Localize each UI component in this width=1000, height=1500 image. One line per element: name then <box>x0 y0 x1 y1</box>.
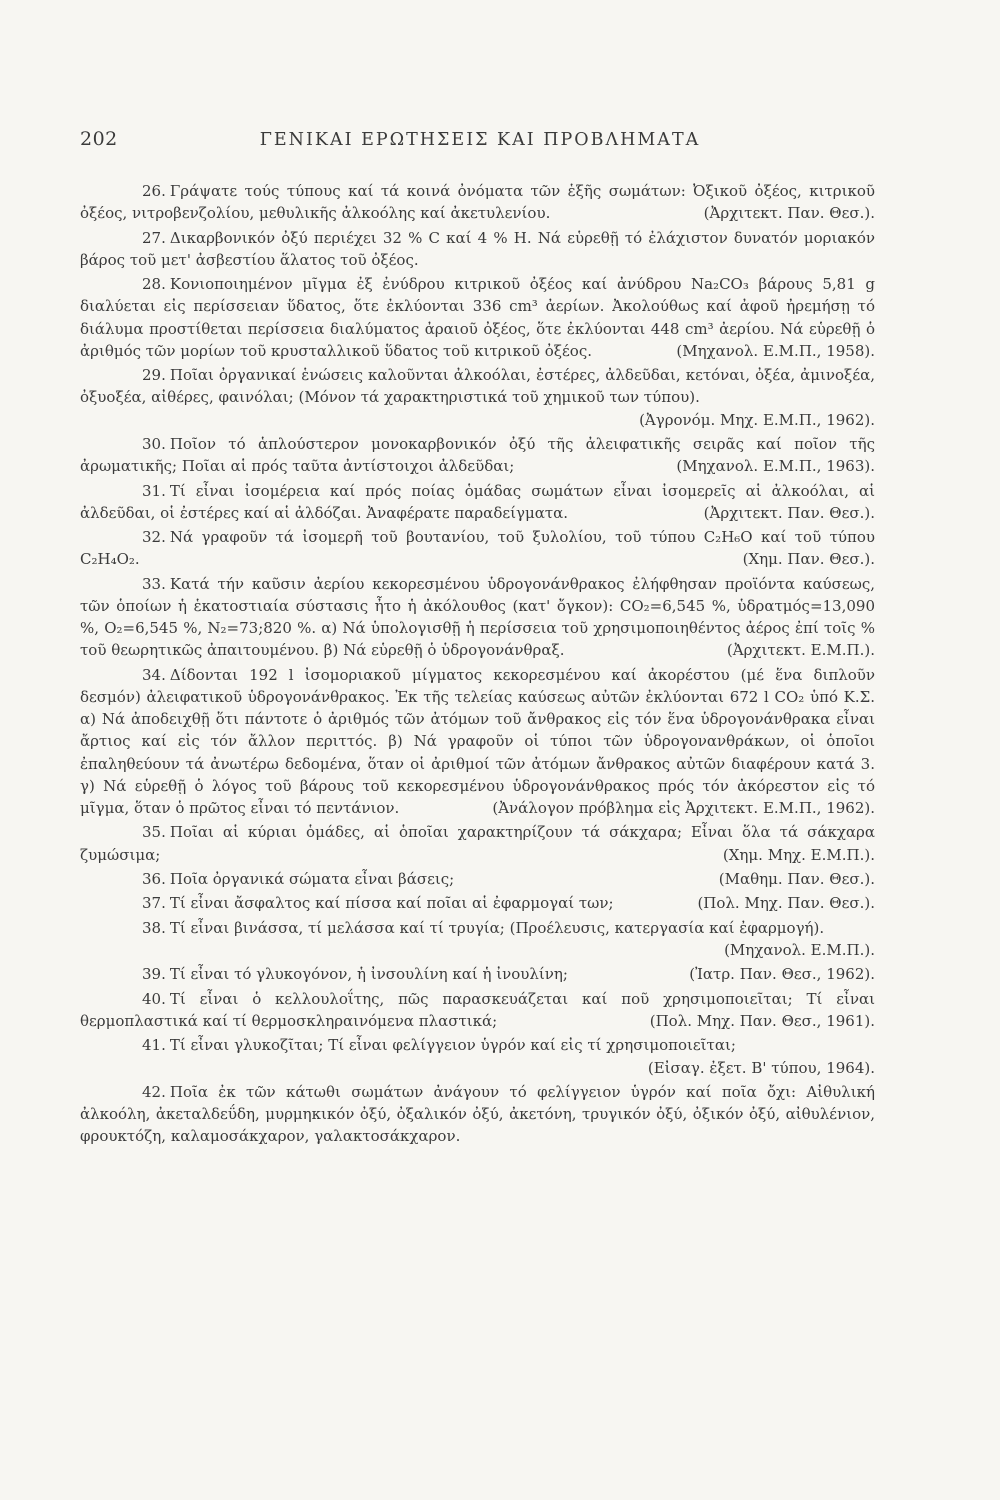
question-number: 40. <box>142 989 166 1008</box>
question-text: Δικαρβονικόν ὀξύ περιέχει 32 % C καί 4 % Η. Νά εὑρεθῇ τό ἐλάχιστον δυνατόν μοριακόν βάρος τοῦ μετ' ἀσβεστίου ἅλατος τοῦ ὀξέος. <box>80 228 875 269</box>
question-item <box>80 1081 875 1148</box>
question-text: Τί εἶναι βινάσσα, τί μελάσσα καί τί τρυγία; (Προέλευσις, κατεργασία καί ἐφαρμογή). <box>169 918 825 937</box>
question-number: 35. <box>142 823 166 842</box>
question-item <box>80 917 875 961</box>
question-number: 27. <box>142 228 166 247</box>
question-text: Ποῖαι αἱ κύριαι ὁμάδες, αἱ ὁποῖαι χαρακτηρίζουν τά σάκχαρα; Εἶναι ὅλα τά σάκχαρα ζυμώσιμα; <box>80 823 875 864</box>
question-text: Νά γραφοῦν τά ἰσομερῆ τοῦ βουτανίου, τοῦ ξυλολίου, τοῦ τύπου C₂H₆O καί τοῦ τύπου C₂H₄O₂. <box>80 528 875 569</box>
question-number: 30. <box>142 434 166 453</box>
question-source: (Μαθημ. Παν. Θεσ.). <box>718 869 875 888</box>
question-item <box>80 988 875 1032</box>
question-number: 32. <box>142 528 166 547</box>
question-item <box>80 433 875 477</box>
page-header <box>80 128 880 158</box>
question-source: (Μηχανολ. Ε.Μ.Π.). <box>724 940 875 959</box>
question-item <box>80 664 875 819</box>
question-text: Κατά τήν καῦσιν ἀερίου κεκορεσμένου ὑδρογονάνθρακος ἐλήφθησαν προϊόντα καύσεως, τῶν ὁποίων ἡ ἑκατοστιαία σύστασις ἦτο ἡ ἀκόλουθος (κατ' ὄγκον): CO₂=6,545 %, ὑδρατμός=13,090 %, O₂=6,545 %, N₂=73;820 %. α) Νά ὑπολογισθῇ ἡ περίσσεια τοῦ χρησιμοποιηθέντος ἀέρος ἐπί τοῖς % τοῦ θεωρητικῶς ἀπαιτουμένου. β) Νά εὑρεθῇ ὁ ὑδρογονάνθραξ. <box>80 574 875 660</box>
question-item <box>80 892 875 914</box>
question-text: Ποῖα ὀργανικά σώματα εἶναι βάσεις; <box>169 869 455 888</box>
question-number: 34. <box>142 665 166 684</box>
question-source: (Χημ. Μηχ. Ε.Μ.Π.). <box>722 845 875 864</box>
question-text: Γράψατε τούς τύπους καί τά κοινά ὀνόματα τῶν ἑξῆς σωμάτων: Ὀξικοῦ ὀξέος, κιτρικοῦ ὀξέος, νιτροβενζολίου, μεθυλικῆς ἀλκοόλης καί ἀκετυλενίου. <box>80 182 875 223</box>
question-number: 39. <box>142 965 166 984</box>
question-source: (Ἀρχιτεκτ. Παν. Θεσ.). <box>703 204 875 223</box>
question-number: 31. <box>142 481 166 500</box>
question-number: 26. <box>142 182 166 200</box>
question-number: 29. <box>142 366 166 385</box>
question-item <box>80 273 875 362</box>
question-source: (Πολ. Μηχ. Παν. Θεσ., 1961). <box>649 1011 875 1030</box>
question-text: Δίδονται 192 l ἰσομοριακοῦ μίγματος κεκορεσμένου καί ἀκορέστου (μέ ἕνα διπλοῦν δεσμόν) ἀλειφατικοῦ ὑδρογονάνθρακος. Ἐκ τῆς τελείας καύσεως αὐτῶν ἐκλύονται 672 l CO₂ ὑπό Κ.Σ. α) Νά ἀποδειχθῇ ὅτι πάντοτε ὁ ἀριθμός τῶν ἀτόμων τοῦ ἄνθρακος εἰς τόν ἕνα ὑδρογονάνθρακα εἶναι ἄρτιος καί εἰς τόν ἄλλον περιττός. β) Νά γραφοῦν οἱ τύποι τῶν ὑδρογονανθράκων, οἱ ὁποῖοι ἐπαληθεύουν τά ἀνωτέρω δεδομένα, ὅταν οἱ ἀριθμοί τῶν ἀτόμων ἄνθρακος αὐτῶν διαφέρουν κατά 3. γ) Νά εὑρεθῇ ὁ λόγος τοῦ βάρους τοῦ κεκορεσμένου ὑδρογονάνθρακος πρός τόν ἀκόρεστον εἰς τό μῖγμα, ὅταν ὁ πρῶτος εἶναι τό πεντάνιον. <box>80 665 875 817</box>
question-source: (Ἀρχιτεκτ. Ε.Μ.Π.). <box>726 641 875 660</box>
question-item <box>80 821 875 865</box>
question-text: Κονιοποιημένον μῖγμα ἐξ ἐνύδρου κιτρικοῦ ὀξέος καί ἀνύδρου Na₂CO₃ βάρους 5,81 g διαλύεται εἰς περίσσειαν ὕδατος, ὅτε ἐκλύονται 336 cm³ ἀερίων. Ἀκολούθως καί ἀφοῦ ἠρεμήσῃ τό διάλυμα προστίθεται περίσσεια διαλύματος ἀραιοῦ ὀξέος, ὅτε ἐκλύονται 448 cm³ ἀερίου. Νά εὑρεθῇ ὁ ἀριθμός τῶν μορίων τοῦ κρυσταλλικοῦ ὕδατος τοῦ κιτρικοῦ ὀξέος. <box>80 275 875 360</box>
question-item <box>80 573 875 662</box>
running-title: ΓΕΝΙΚΑΙ ΕΡΩΤΗΣΕΙΣ ΚΑΙ ΠΡΟΒΛΗΜΑΤΑ <box>259 130 701 150</box>
question-item <box>80 868 875 890</box>
page-number: 202 <box>80 128 118 150</box>
question-source: (Πολ. Μηχ. Παν. Θεσ.). <box>697 894 875 913</box>
question-number: 37. <box>142 894 166 913</box>
question-item <box>80 180 875 224</box>
question-item <box>80 364 875 431</box>
question-item <box>80 480 875 524</box>
question-item <box>80 963 875 985</box>
question-text: Ποῖαι ὀργανικαί ἑνώσεις καλοῦνται ἀλκοόλαι, ἐστέρες, ἀλδεῦδαι, κετόναι, ὀξέα, ἀμινοξέα, ὀξυοξέα, αἰθέρες, φαινόλαι; (Μόνον τά χαρακτηριστικά τοῦ χημικοῦ των τύπου). <box>80 366 875 407</box>
question-source: (Μηχανολ. Ε.Μ.Π., 1963). <box>676 457 875 476</box>
question-item <box>80 1034 875 1078</box>
question-number: 36. <box>142 869 166 888</box>
question-item <box>80 526 875 570</box>
question-source: (Ἀρχιτεκτ. Παν. Θεσ.). <box>703 503 875 522</box>
question-source: (Μηχανολ. Ε.Μ.Π., 1958). <box>676 341 875 360</box>
question-number: 38. <box>142 918 166 937</box>
questions-list <box>80 180 875 1150</box>
question-text: Ποῖα ἐκ τῶν κάτωθι σωμάτων ἀνάγουν τό φελίγγειον ὑγρόν καί ποῖα ὄχι: Αἰθυλική ἀλκοόλη, ἀκεταλδεΰδη, μυρμηκικόν ὀξύ, ὀξαλικόν ὀξύ, ἀκετόνη, τρυγικόν ὀξύ, ὀξικόν ὀξύ, αἰθυλένιον, φρουκτόζη, καλαμοσάκχαρον, γαλακτοσάκχαρον. <box>80 1082 875 1146</box>
question-text: Τί εἶναι τό γλυκογόνον, ἡ ἰνσουλίνη καί ἡ ἰνουλίνη; <box>169 965 568 984</box>
question-text: Τί εἶναι ἄσφαλτος καί πίσσα καί ποῖαι αἱ ἐφαρμογαί των; <box>169 894 614 913</box>
question-source: (Ἰατρ. Παν. Θεσ., 1962). <box>689 965 875 984</box>
question-number: 42. <box>142 1082 166 1101</box>
question-source: (Εἰσαγ. ἐξετ. Β' τύπου, 1964). <box>647 1058 875 1077</box>
question-source: (Ἀγρονόμ. Μηχ. Ε.Μ.Π., 1962). <box>639 410 875 429</box>
question-source: (Χημ. Παν. Θεσ.). <box>742 550 875 569</box>
question-item <box>80 227 875 271</box>
question-number: 33. <box>142 574 166 593</box>
question-text: Ποῖον τό ἁπλούστερον μονοκαρβονικόν ὀξύ τῆς ἀλειφατικῆς σειρᾶς καί ποῖον τῆς ἀρωματικῆς; Ποῖαι αἱ πρός ταῦτα ἀντίστοιχοι ἀλδεῦδαι; <box>80 434 875 476</box>
question-text: Τί εἶναι ἰσομέρεια καί πρός ποίας ὁμάδας σωμάτων εἶναι ἰσομερεῖς αἱ ἀλκοόλαι, αἱ ἀλδεῦδαι, οἱ ἐστέρες καί αἱ ἀλδόζαι. Ἀναφέρατε παραδείγματα. <box>80 481 875 522</box>
question-text: Τί εἶναι γλυκοζῖται; Τί εἶναι φελίγγειον ὑγρόν καί εἰς τί χρησιμοποιεῖται; <box>169 1036 736 1055</box>
question-source: (Ἀνάλογον πρόβλημα εἰς Ἀρχιτεκτ. Ε.Μ.Π., 1962). <box>492 798 875 817</box>
question-text: Τί εἶναι ὁ κελλουλοΐτης, πῶς παρασκευάζεται καί ποῦ χρησιμοποιεῖται; Τί εἶναι θερμοπλαστικά καί τί θερμοσκληραινόμενα πλαστικά; <box>80 989 875 1030</box>
question-number: 28. <box>142 275 166 294</box>
question-number: 41. <box>142 1036 166 1055</box>
